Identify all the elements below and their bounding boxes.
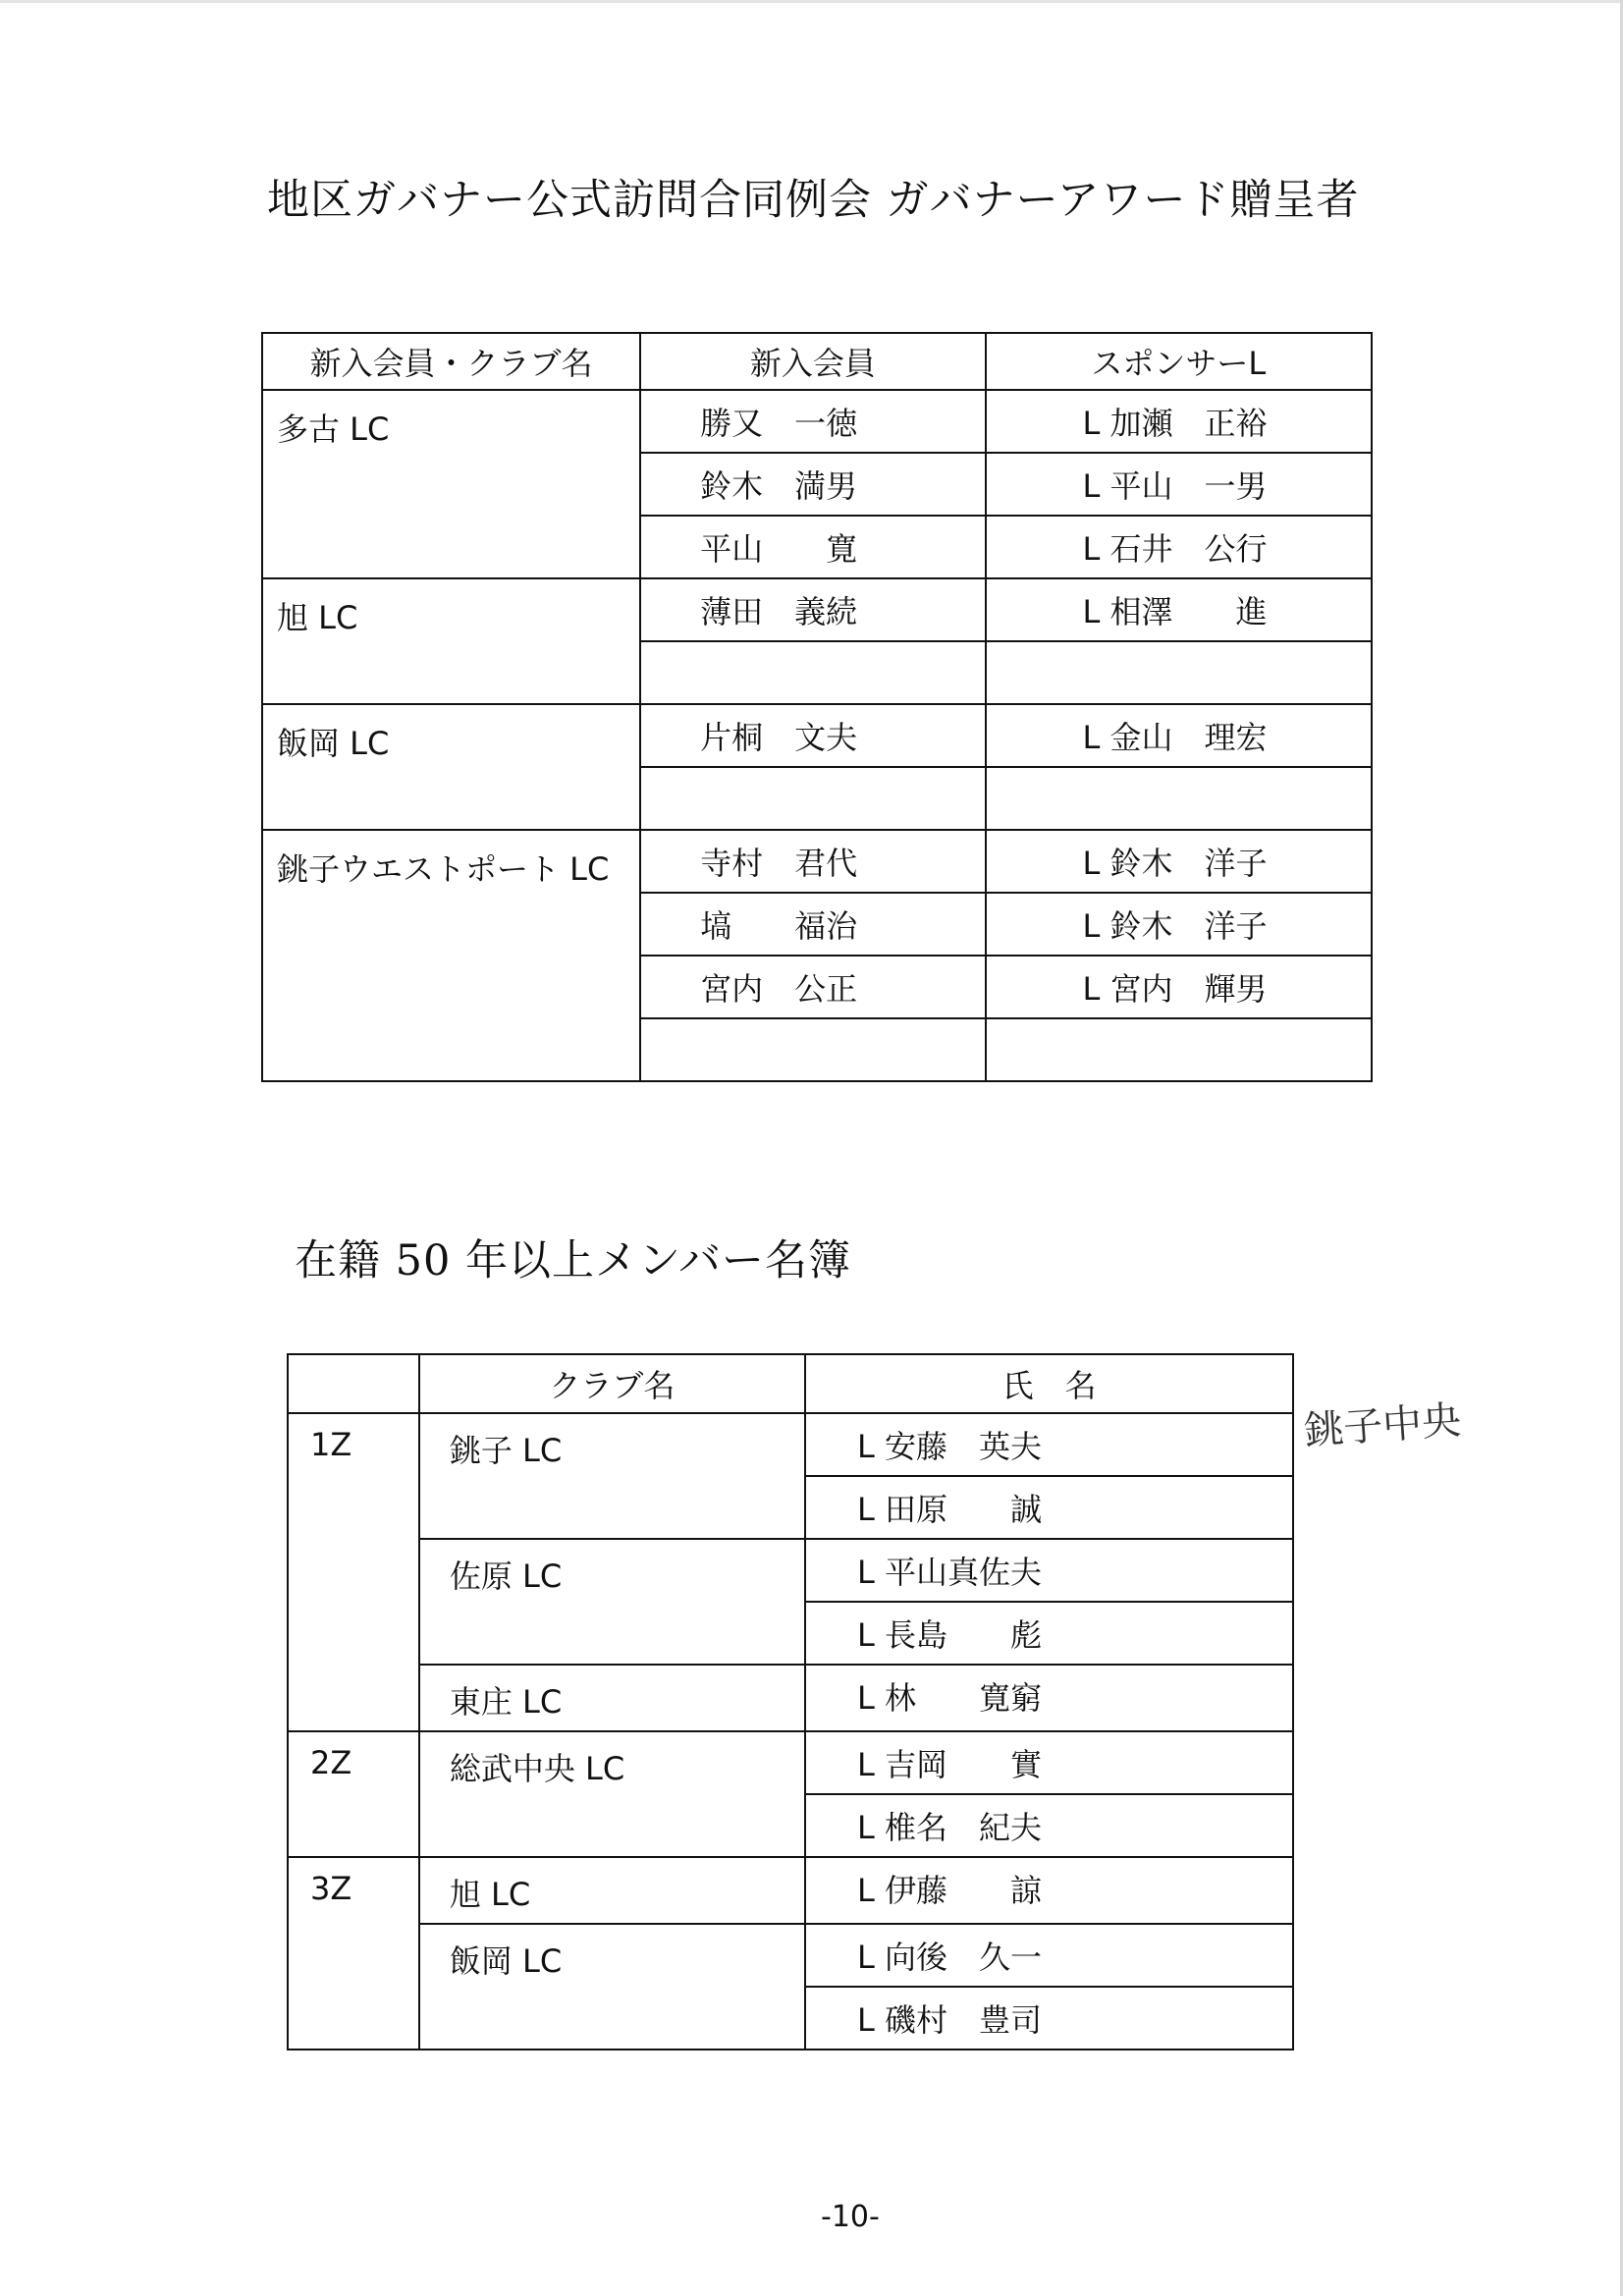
sponsor-cell bbox=[986, 767, 1372, 830]
club-cell: 飯岡 LC bbox=[419, 1924, 805, 2050]
fifty-year-members-table bbox=[287, 1353, 1294, 2050]
member-cell: 宮内 公正 bbox=[640, 956, 985, 1018]
sponsor-cell: L 石井 公行 bbox=[986, 516, 1372, 578]
sponsor-cell bbox=[986, 1018, 1372, 1081]
sponsor-cell: L 宮内 輝男 bbox=[986, 956, 1372, 1018]
name-cell: L 林 寛窮 bbox=[805, 1665, 1293, 1731]
table-row bbox=[262, 704, 1372, 767]
header-club: クラブ名 bbox=[419, 1354, 805, 1413]
table-row bbox=[262, 390, 1372, 453]
member-cell: 片桐 文夫 bbox=[640, 704, 985, 767]
club-cell: 東庄 LC bbox=[419, 1665, 805, 1731]
header-new-member: 新入会員 bbox=[640, 333, 985, 390]
sponsor-cell: L 金山 理宏 bbox=[986, 704, 1372, 767]
club-cell: 銚子 LC bbox=[419, 1413, 805, 1539]
member-cell bbox=[640, 1018, 985, 1081]
header-sponsor: スポンサーL bbox=[986, 333, 1372, 390]
member-cell: 鈴木 満男 bbox=[640, 453, 985, 516]
sponsor-cell: L 平山 一男 bbox=[986, 453, 1372, 516]
table-row bbox=[288, 1731, 1293, 1794]
table-row bbox=[262, 578, 1372, 641]
name-cell: L 椎名 紀夫 bbox=[805, 1794, 1293, 1857]
zone-cell: 3Z bbox=[288, 1857, 419, 2050]
scan-top-edge bbox=[0, 0, 1623, 3]
club-cell: 佐原 LC bbox=[419, 1539, 805, 1665]
table-row bbox=[288, 1857, 1293, 1924]
member-cell: 勝又 一徳 bbox=[640, 390, 985, 453]
name-cell: L 安藤 英夫 bbox=[805, 1413, 1293, 1476]
table-header-row bbox=[288, 1354, 1293, 1413]
table-row bbox=[288, 1413, 1293, 1476]
member-cell bbox=[640, 767, 985, 830]
member-cell: 平山 寛 bbox=[640, 516, 985, 578]
name-cell: L 平山真佐夫 bbox=[805, 1539, 1293, 1602]
sponsor-cell: L 加瀬 正裕 bbox=[986, 390, 1372, 453]
handwritten-note: 銚子中央 bbox=[1302, 1397, 1463, 1454]
sponsor-cell bbox=[986, 641, 1372, 704]
zone-cell: 2Z bbox=[288, 1731, 419, 1857]
member-cell bbox=[640, 641, 985, 704]
club-cell: 多古 LC bbox=[262, 390, 640, 578]
name-cell: L 伊藤 諒 bbox=[805, 1857, 1293, 1924]
zone-cell: 1Z bbox=[288, 1413, 419, 1731]
club-cell: 飯岡 LC bbox=[262, 704, 640, 830]
header-club: 新入会員・クラブ名 bbox=[262, 333, 640, 390]
table-row bbox=[288, 1665, 1293, 1731]
header-name: 氏 名 bbox=[805, 1354, 1293, 1413]
page-title: 地区ガバナー公式訪問合同例会 ガバナーアワード贈呈者 bbox=[267, 176, 1360, 225]
page-number: -10- bbox=[821, 2200, 880, 2234]
table-row bbox=[288, 1924, 1293, 1987]
award-recipients-table bbox=[261, 332, 1373, 1082]
sponsor-cell: L 相澤 進 bbox=[986, 578, 1372, 641]
name-cell: L 田原 誠 bbox=[805, 1476, 1293, 1539]
table-header-row bbox=[262, 333, 1372, 390]
member-cell: 塙 福治 bbox=[640, 893, 985, 956]
club-cell: 総武中央 LC bbox=[419, 1731, 805, 1857]
club-cell: 旭 LC bbox=[419, 1857, 805, 1924]
name-cell: L 吉岡 實 bbox=[805, 1731, 1293, 1794]
name-cell: L 向後 久一 bbox=[805, 1924, 1293, 1987]
name-cell: L 磯村 豊司 bbox=[805, 1987, 1293, 2050]
name-cell: L 長島 彪 bbox=[805, 1602, 1293, 1665]
table-row bbox=[288, 1539, 1293, 1602]
sponsor-cell: L 鈴木 洋子 bbox=[986, 830, 1372, 893]
table-row bbox=[262, 830, 1372, 893]
sponsor-cell: L 鈴木 洋子 bbox=[986, 893, 1372, 956]
member-cell: 薄田 義続 bbox=[640, 578, 985, 641]
club-cell: 銚子ウエストポート LC bbox=[262, 830, 640, 1081]
member-cell: 寺村 君代 bbox=[640, 830, 985, 893]
section-title: 在籍 50 年以上メンバー名簿 bbox=[295, 1236, 852, 1285]
header-zone bbox=[288, 1354, 419, 1413]
club-cell: 旭 LC bbox=[262, 578, 640, 704]
